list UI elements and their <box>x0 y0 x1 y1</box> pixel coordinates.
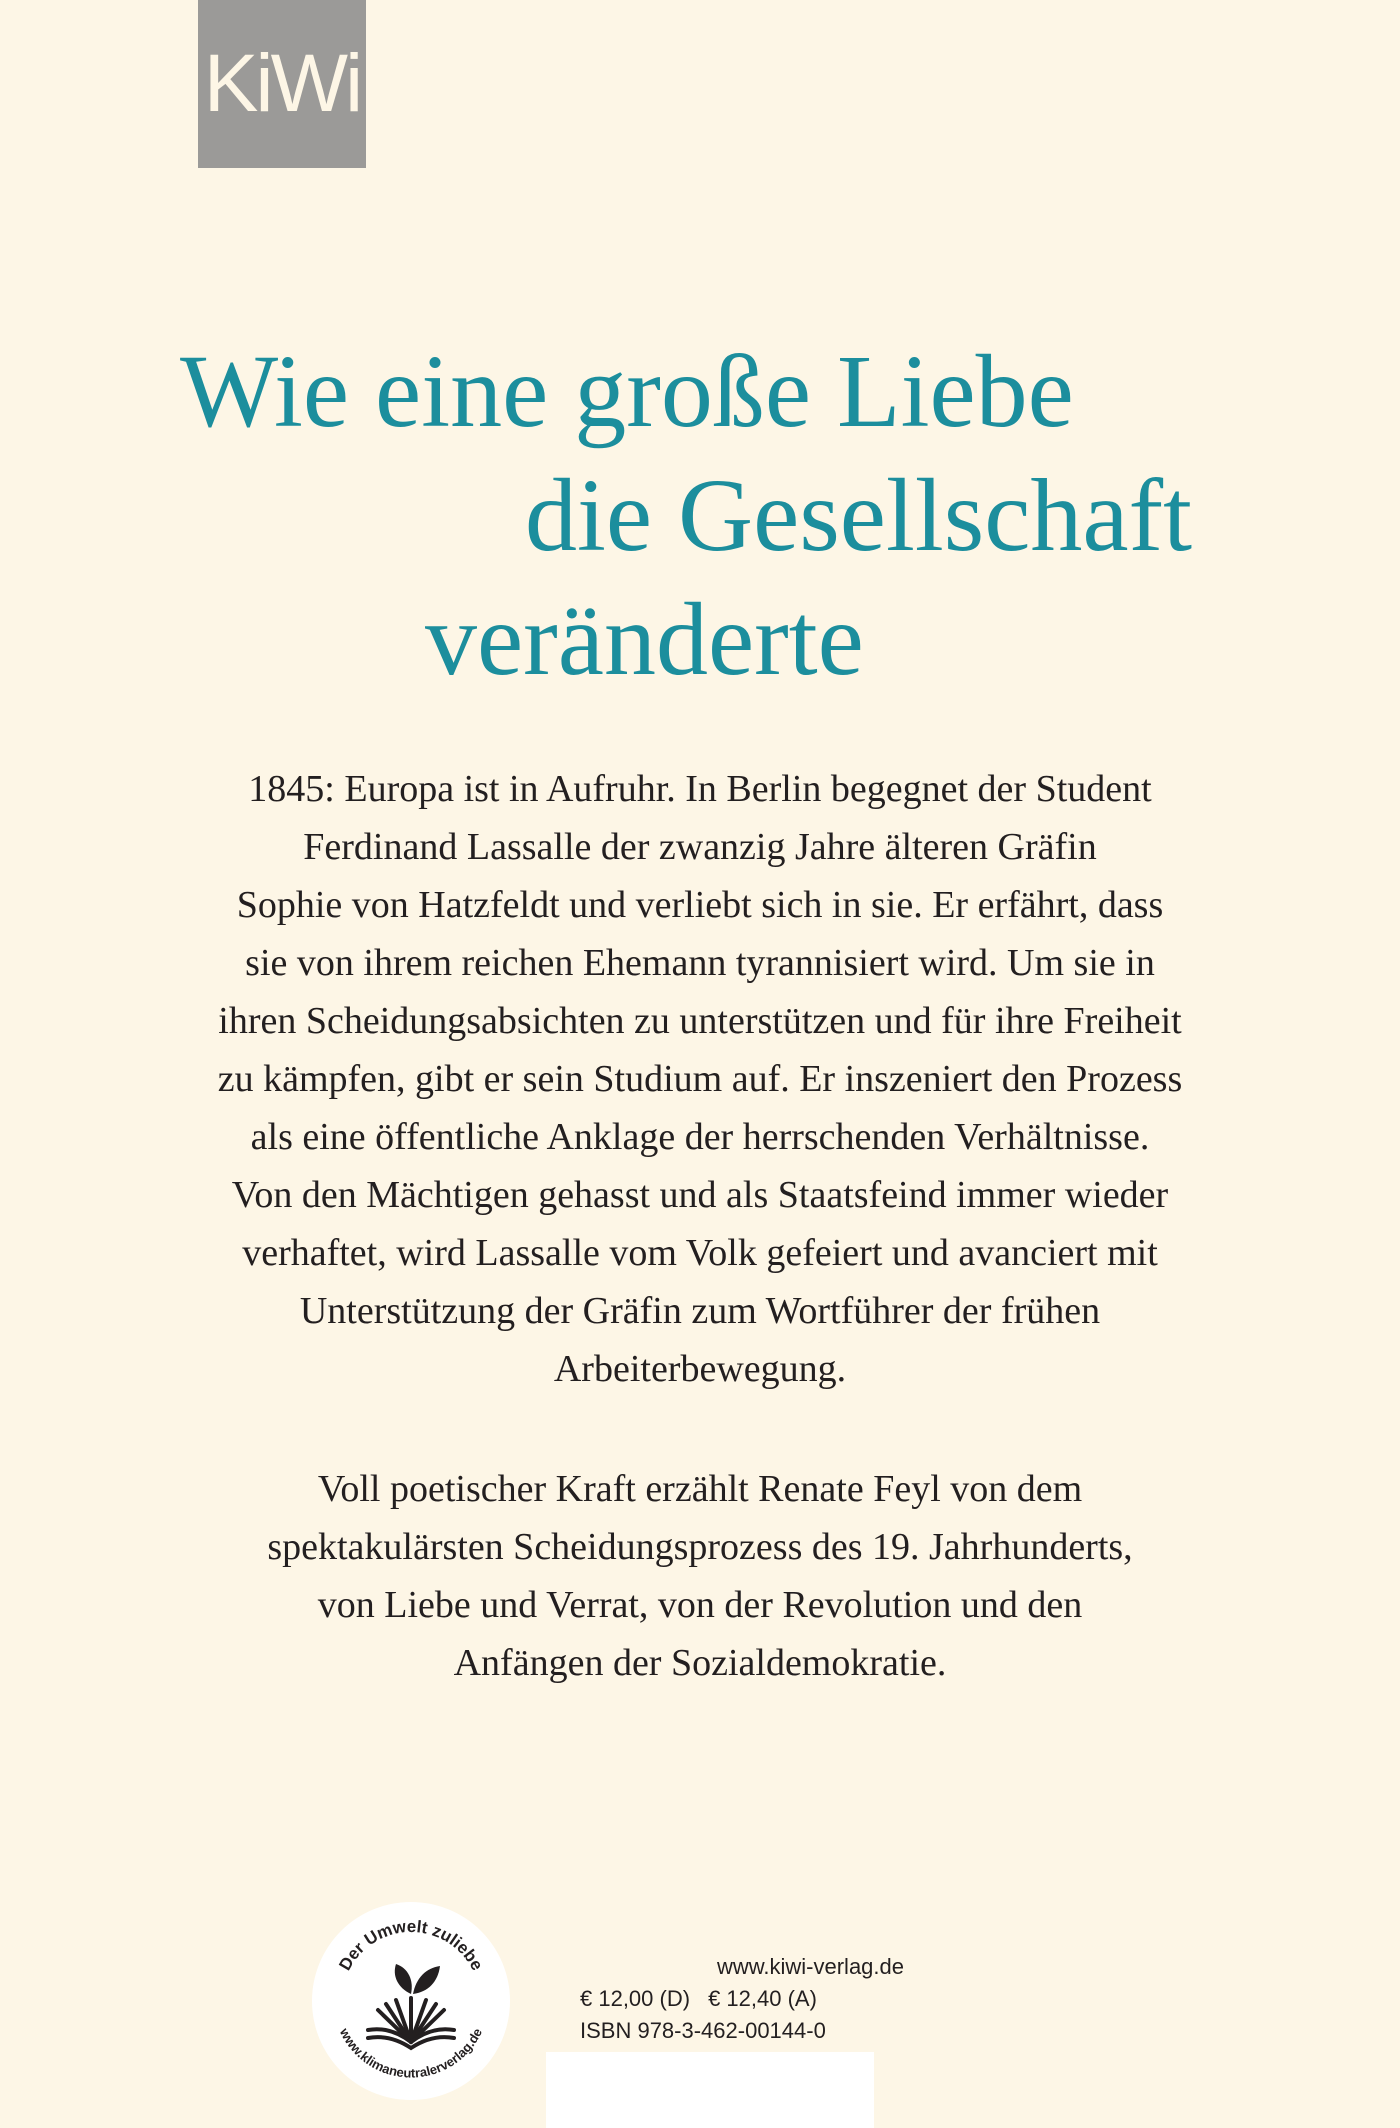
blurb-line: Von den Mächtigen gehasst und als Staatsfeind immer wieder <box>231 1174 1169 1216</box>
headline-line-3: veränderte <box>425 582 864 697</box>
leaf-icon-right <box>413 1966 440 1994</box>
book-info <box>580 1951 904 2047</box>
price-line <box>580 1983 904 2015</box>
blurb-paragraph-2 <box>140 1460 1260 1692</box>
blurb-line: verhaftet, wird Lassalle vom Volk gefeiert und avanciert mit <box>242 1232 1158 1274</box>
blurb-line: Arbeiterbewegung. <box>553 1348 847 1390</box>
headline-line-2: die Gesellschaft <box>525 458 1193 573</box>
blurb-line: Ferdinand Lassalle der zwanzig Jahre älteren Gräfin <box>303 826 1097 868</box>
isbn: ISBN 978-3-462-00144-0 <box>580 2018 826 2043</box>
blurb-paragraph-1 <box>140 760 1260 1398</box>
blurb-line: spektakulärsten Scheidungsprozess des 19. Jahrhunderts, <box>267 1526 1133 1568</box>
headline-line-1: Wie eine große Liebe <box>180 334 1074 449</box>
price-austria: € 12,40 (A) <box>708 1986 817 2011</box>
publisher-logo <box>198 0 366 168</box>
blurb-line: sie von ihrem reichen Ehemann tyrannisiert wird. Um sie in <box>245 942 1155 984</box>
blurb-line: ihren Scheidungsabsichten zu unterstützen und für ihre Freiheit <box>218 1000 1182 1042</box>
blurb-line: als eine öffentliche Anklage der herrschenden Verhältnisse. <box>250 1116 1150 1158</box>
leaf-icon-left <box>395 1964 412 1994</box>
blurb-line: Unterstützung der Gräfin zum Wortführer der frühen <box>299 1290 1101 1332</box>
climate-neutral-seal <box>312 1902 510 2100</box>
blurb-line: Sophie von Hatzfeldt und verliebt sich in sie. Er erfährt, dass <box>236 884 1164 926</box>
blurb-line: 1845: Europa ist in Aufruhr. In Berlin begegnet der Student <box>248 768 1152 810</box>
blurb-line: Anfängen der Sozialdemokratie. <box>453 1642 947 1684</box>
blurb-line: von Liebe und Verrat, von der Revolution und den <box>317 1584 1083 1626</box>
website-url: www.kiwi-verlag.de <box>716 1954 904 1979</box>
publisher-logo-text: KiWi <box>203 38 361 129</box>
price-germany: € 12,00 (D) <box>580 1986 691 2011</box>
blurb-line: zu kämpfen, gibt er sein Studium auf. Er inszeniert den Prozess <box>217 1058 1183 1100</box>
svg-text:Der Umwelt zuliebe <box>335 1917 486 1974</box>
seal-top-text: Der Umwelt zuliebe <box>335 1916 487 1974</box>
barcode-area <box>546 2052 874 2128</box>
seal-graphic <box>312 1902 510 2100</box>
blurb-line: Voll poetischer Kraft erzählt Renate Feyl von dem <box>317 1468 1083 1510</box>
seal-bottom-text: www.klimaneutralerverlag.de <box>336 2025 486 2081</box>
book-icon <box>368 1998 454 2048</box>
